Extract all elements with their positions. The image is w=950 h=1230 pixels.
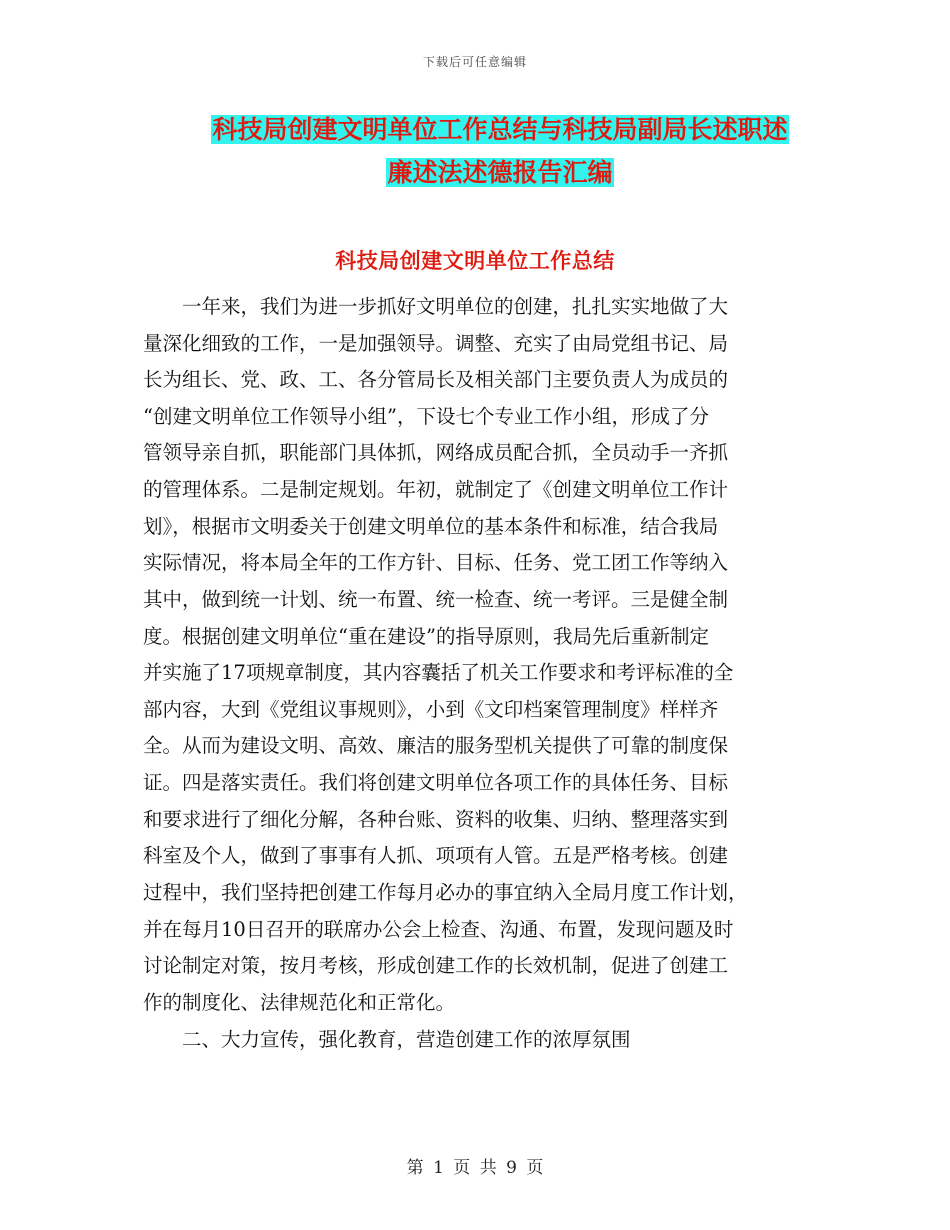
body-line: 管领导亲自抓，职能部门具体抓，网络成员配合抓，全员动手一齐抓 [143,441,729,464]
body-line: 一年来，我们为进一步抓好文明单位的创建，扎扎实实地做了大 [143,295,729,318]
document-title-line-2 [190,157,810,189]
body-line: 度。根据创建文明单位“重在建设”的指导原则，我局先后重新制定 [143,625,709,648]
body-line: 并在每月10日召开的联席办公会上检查、沟通、布置，发现问题及时 [143,918,734,941]
document-title-text-2: 廉述法述德报告汇编 [387,158,613,187]
document-title-line-1 [190,114,810,146]
body-line: 二、大力宣传，强化教育，营造创建工作的浓厚氛围 [143,1028,631,1051]
body-line: 其中，做到统一计划、统一布置、统一检查、统一考评。三是健全制 [143,588,729,611]
body-line: 量深化细致的工作，一是加强领导。调整、充实了由局党组书记、局 [143,332,729,355]
body-line: 部内容，大到《党组议事规则》，小到《文印档案管理制度》样样齐 [143,698,719,721]
body-line: 过程中，我们坚持把创建工作每月必办的事宜纳入全局月度工作计划， [143,881,748,904]
body-line: 的管理体系。二是制定规划。年初，就制定了《创建文明单位工作计 [143,478,729,501]
page-number: 第 1 页 共 9 页 [406,1158,544,1178]
body-line: 并实施了17项规章制度，其内容囊括了机关工作要求和考评标准的全 [143,661,734,684]
page-header-note: 下载后可任意编辑 [422,55,527,69]
body-line: 讨论制定对策，按月考核，形成创建工作的长效机制，促进了创建工 [143,954,729,977]
body-line: “创建文明单位工作领导小组”，下设七个专业工作小组，形成了分 [143,405,709,428]
body-line: 全。从而为建设文明、高效、廉洁的服务型机关提供了可靠的制度保 [143,734,729,757]
body-line: 科室及个人，做到了事事有人抓、项项有人管。五是严格考核。创建 [143,844,729,867]
body-line: 长为组长、党、政、工、各分管局长及相关部门主要负责人为成员的 [143,368,729,391]
body-line: 和要求进行了细化分解，各种台账、资料的收集、归纳、整理落实到 [143,808,729,831]
body-line: 证。四是落实责任。我们将创建文明单位各项工作的具体任务、目标 [143,771,729,794]
body-line: 实际情况，将本局全年的工作方针、目标、任务、党工团工作等纳入 [143,551,729,574]
section-title: 科技局创建文明单位工作总结 [335,248,615,273]
body-line: 划》，根据市文明委关于创建文明单位的基本条件和标准，结合我局 [143,515,719,538]
body-line: 作的制度化、法律规范化和正常化。 [143,991,456,1014]
document-title-text-1: 科技局创建文明单位工作总结与科技局副局长述职述 [212,115,788,144]
